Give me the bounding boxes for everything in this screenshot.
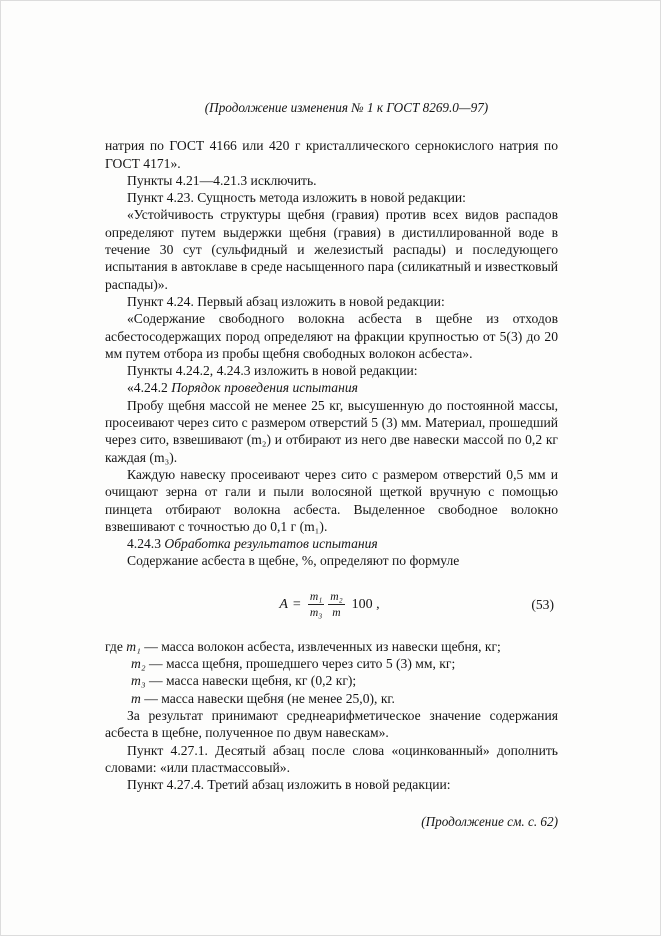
paragraph-clause-4-24: Пункт 4.24. Первый абзац изложить в новой редакции: xyxy=(127,293,445,309)
fraction-denominator: m xyxy=(332,605,341,619)
continuation-note: (Продолжение см. с. 62) xyxy=(421,814,558,830)
formula xyxy=(105,590,558,619)
paragraph-continuation: натрия по ГОСТ 4166 или 420 г кристаллического сернокислого натрия по ГОСТ 4171». xyxy=(105,138,558,171)
paragraph-clause-4-27-1: Пункт 4.27.1. Десятый абзац после слова «оцинкованный» дополнить словами: «или пластмассовый». xyxy=(105,742,558,775)
fraction-numerator: m₁ xyxy=(309,589,323,603)
clause-number: «4.24.2 xyxy=(127,380,172,396)
formula-number: (53) xyxy=(531,596,554,612)
paragraph-heading-4-24-3 xyxy=(105,535,558,552)
formula-expression xyxy=(279,590,379,619)
equals-sign: = xyxy=(292,596,301,612)
definition-term: m xyxy=(131,690,141,706)
paragraph-quote-asbestos: «Содержание свободного волокна асбеста в щебне из отходов асбестосодержащих пород определяют на фракции крупностью от 5(3) до 20 мм путем отбора из пробы щебня свободных волокон асбеста». xyxy=(105,311,558,361)
paragraph-quote-stability: «Устойчивость структуры щебня (гравия) против всех видов распадов определяют путем выдержки щебня (гравия) в дистиллированной воде в течение 30 сут (сульфидный и железистый распады) и последующего испытания в автоклаве в среде насыщенного пара (силикатный и известковый распады)». xyxy=(105,207,558,292)
definition-term: m₁ xyxy=(126,638,141,654)
fraction-denominator: m₃ xyxy=(309,605,323,619)
paragraph-heading-4-24-2 xyxy=(105,379,558,396)
definition-line xyxy=(105,655,558,672)
paragraph-procedure-1: Пробу щебня массой не менее 25 кг, высушенную до постоянной массы, просеивают через сито с размером отверстий 5 (3) мм. Материал, прошедший через сито, взвешивают (m₂) и отбирают из него две навески массой по 0,2 кг каждая (m₃). xyxy=(105,397,558,465)
definition-line xyxy=(105,672,558,689)
paragraph-clauses-4-24-2-3: Пункты 4.24.2, 4.24.3 изложить в новой редакции: xyxy=(127,363,418,379)
paragraph-procedure-2: Каждую навеску просеивают через сито с размером отверстий 0,5 мм и очищают зерна от гали и пыли волосяной щеткой вручную с помощью пинцета отбирают волокна асбеста. Выделенное свободное волокно взвешивают с точностью до 0,1 г (m₁). xyxy=(105,466,558,534)
formula-fraction-2 xyxy=(328,590,344,619)
definition-line xyxy=(105,638,558,655)
definition-term: m₂ xyxy=(131,656,146,672)
clause-title: Обработка результатов испытания xyxy=(164,536,378,552)
definition-text: — масса навески щебня (не менее 25,0), кг. xyxy=(144,690,395,706)
text-block xyxy=(105,99,558,831)
definition-text: — масса щебня, прошедшего через сито 5 (3) мм, кг; xyxy=(148,656,456,672)
clause-title: Порядок проведения испытания xyxy=(171,380,358,396)
paragraph-clause-4-27-4: Пункт 4.27.4. Третий абзац изложить в новой редакции: xyxy=(127,777,451,793)
clause-number: 4.24.3 xyxy=(127,536,165,552)
fraction-numerator: m₂ xyxy=(330,589,343,603)
running-title: (Продолжение изменения № 1 к ГОСТ 8269.0—97) xyxy=(204,100,489,115)
formula-fraction-1 xyxy=(308,590,324,619)
definition-line xyxy=(105,690,558,707)
formula-variable-a: A xyxy=(279,596,288,612)
definition-text: — масса волокон асбеста, извлеченных из навески щебня, кг; xyxy=(144,638,501,654)
formula-factor: 100 , xyxy=(351,596,380,612)
paragraph-clause-4-23: Пункт 4.23. Сущность метода изложить в новой редакции: xyxy=(127,190,466,206)
paragraph-result: За результат принимают среднеарифметическое значение содержания асбеста в щебне, полученное по двум навескам». xyxy=(105,707,558,741)
definition-term: m₃ xyxy=(131,673,146,689)
paragraph-clause-4-21: Пункты 4.21—4.21.3 исключить. xyxy=(127,172,317,188)
definition-text: — масса навески щебня, кг (0,2 кг); xyxy=(148,673,357,689)
definition-lead: где xyxy=(105,638,123,654)
paragraph-formula-intro: Содержание асбеста в щебне, %, определяют по формуле xyxy=(127,553,460,569)
